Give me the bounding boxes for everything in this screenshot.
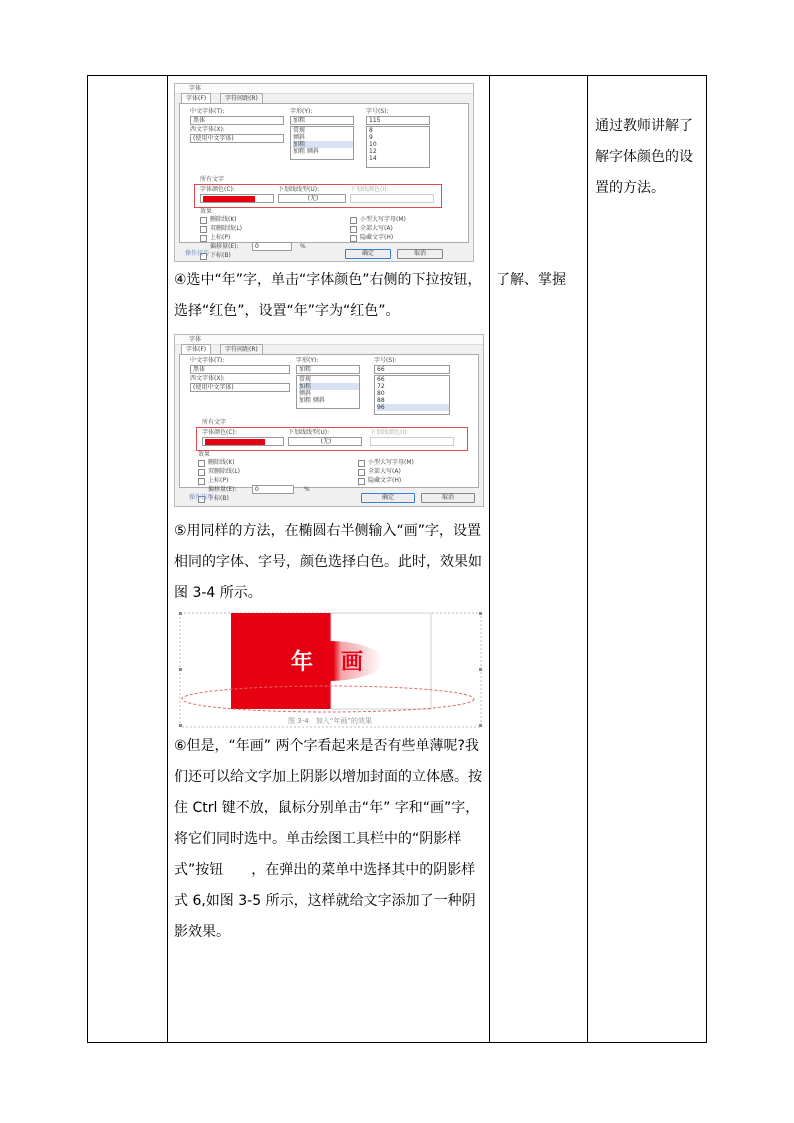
tab-spacing: 字符间距(R) bbox=[220, 93, 263, 104]
subscript-label: 下标(B) bbox=[210, 252, 231, 259]
list-item: 加粗 bbox=[299, 383, 359, 390]
method-text: 通过教师讲解了解字体颜色的设置的方法。 bbox=[595, 118, 693, 196]
size-label: 字号(S): bbox=[366, 108, 389, 115]
size-list bbox=[366, 126, 430, 168]
cn-font-label: 中文字体(T): bbox=[190, 357, 225, 364]
double-strike-checkbox bbox=[200, 226, 207, 233]
hidden-label: 隐藏文字(H) bbox=[360, 234, 394, 241]
cancel-button: 取消 bbox=[421, 493, 475, 503]
char-nian: 年 bbox=[290, 650, 314, 675]
list-item: 8 bbox=[369, 127, 373, 134]
west-font-label: 西文字体(X): bbox=[190, 375, 225, 382]
font-color-label: 字体颜色(C): bbox=[200, 186, 235, 193]
offset-field: 0 bbox=[252, 242, 292, 251]
west-font-label: 西文字体(X): bbox=[190, 126, 225, 133]
figure-3-4 bbox=[178, 611, 483, 729]
strike-checkbox bbox=[200, 217, 207, 224]
font-dialog-screenshot-1 bbox=[174, 83, 474, 262]
list-item: 10 bbox=[369, 141, 377, 148]
figure-caption: 图 3-4 加入“年画”的效果 bbox=[288, 717, 372, 725]
superscript-checkbox bbox=[200, 235, 207, 242]
all-caps-label: 全部大写(A) bbox=[360, 225, 393, 232]
tips-link: 操作技巧 bbox=[189, 494, 214, 501]
ok-button: 确定 bbox=[345, 249, 391, 259]
superscript-checkbox bbox=[198, 478, 205, 485]
center-ellipse bbox=[273, 641, 383, 681]
small-caps-checkbox bbox=[358, 460, 365, 467]
west-font-field: (使用中文字体) bbox=[190, 383, 290, 392]
size-field: 66 bbox=[374, 365, 450, 374]
double-strike-label: 双删除线(L) bbox=[210, 225, 243, 232]
style-list bbox=[290, 126, 354, 160]
superscript-label: 上标(P) bbox=[208, 477, 229, 484]
hidden-checkbox bbox=[358, 478, 365, 485]
percent-label: % bbox=[304, 486, 310, 493]
list-item: 72 bbox=[377, 383, 385, 390]
tab-font: 字体(F) bbox=[181, 93, 211, 104]
subscript-label: 下标(B) bbox=[208, 495, 229, 502]
list-item: 加粗 倾斜 bbox=[293, 148, 319, 155]
style-label: 字形(Y): bbox=[296, 357, 319, 364]
strike-checkbox bbox=[198, 460, 205, 467]
list-item: 66 bbox=[377, 376, 385, 383]
all-text-label: 所有文字 bbox=[200, 176, 225, 183]
step5-paragraph: ⑤用同样的方法，在椭圆右半侧输入“画”字，设置相同的字体、字号，颜色选择白色。此时，效果如图 3-4 所示。 bbox=[174, 523, 482, 601]
cell-col1 bbox=[88, 76, 167, 1042]
superscript-label: 上标(P) bbox=[210, 234, 231, 241]
tips-link: 操作技巧 bbox=[185, 250, 210, 257]
dialog-title: 字体 bbox=[189, 85, 202, 92]
all-text-label: 所有文字 bbox=[202, 419, 227, 426]
west-font-field: (使用中文字体) bbox=[190, 134, 284, 143]
all-caps-label: 全部大写(A) bbox=[368, 468, 401, 475]
ok-button: 确定 bbox=[361, 493, 415, 503]
list-item: 常规 bbox=[299, 376, 312, 383]
strike-label: 删除线(K) bbox=[210, 216, 237, 223]
offset-field: 0 bbox=[252, 485, 294, 494]
char-hua: 画 bbox=[340, 650, 364, 675]
red-color-swatch bbox=[205, 439, 265, 445]
lesson-table bbox=[87, 75, 707, 1043]
cn-font-field: 黑体 bbox=[190, 116, 284, 125]
underline-field: (无) bbox=[278, 194, 346, 203]
step4-paragraph: ④选中“年”字，单击“字体颜色”右侧的下拉按钮，选择“红色”，设置“年”字为“红色”。 bbox=[174, 272, 482, 319]
list-item: 14 bbox=[369, 155, 377, 162]
effects-label: 效果 bbox=[198, 451, 211, 458]
style-field: 加粗 bbox=[296, 365, 360, 374]
percent-label: % bbox=[300, 243, 306, 250]
font-color-label: 字体颜色(C): bbox=[202, 429, 237, 436]
list-item: 80 bbox=[377, 390, 385, 397]
cell-col4 bbox=[588, 76, 706, 1042]
style-list bbox=[296, 375, 360, 409]
underline-label: 下划线线型(U): bbox=[278, 186, 320, 193]
underline-color-field bbox=[350, 194, 434, 203]
double-strike-checkbox bbox=[198, 469, 205, 476]
small-caps-label: 小型大写字母(M) bbox=[368, 459, 414, 466]
underline-color-label: 下划线颜色(I): bbox=[370, 429, 409, 436]
hidden-checkbox bbox=[350, 235, 357, 242]
figure-3-4-drawing bbox=[178, 611, 483, 729]
effects-label: 效果 bbox=[200, 208, 213, 215]
list-item: 加粗 倾斜 bbox=[299, 397, 325, 404]
underline-color-field bbox=[370, 437, 454, 446]
list-item: 12 bbox=[369, 148, 377, 155]
small-caps-checkbox bbox=[350, 217, 357, 224]
style-field: 加粗 bbox=[290, 116, 354, 125]
hidden-label: 隐藏文字(H) bbox=[368, 477, 402, 484]
list-item: 倾斜 bbox=[293, 134, 306, 141]
strike-label: 删除线(K) bbox=[208, 459, 235, 466]
underline-color-label: 下划线颜色(I): bbox=[350, 186, 389, 193]
underline-field: (无) bbox=[288, 437, 362, 446]
font-dialog-screenshot-2 bbox=[174, 334, 484, 507]
list-item: 加粗 bbox=[293, 141, 353, 148]
list-item: 96 bbox=[377, 404, 449, 411]
objective-text: 了解、掌握 bbox=[496, 272, 566, 288]
list-item: 常规 bbox=[293, 127, 306, 134]
cell-col2 bbox=[168, 76, 489, 1042]
tab-spacing: 字符间距(R) bbox=[220, 344, 263, 355]
cell-col3 bbox=[490, 76, 587, 1042]
all-caps-checkbox bbox=[358, 469, 365, 476]
small-caps-label: 小型大写字母(M) bbox=[360, 216, 406, 223]
size-field: 115 bbox=[366, 116, 430, 125]
cn-font-field: 黑体 bbox=[190, 365, 290, 374]
cn-font-label: 中文字体(T): bbox=[190, 108, 225, 115]
list-item: 88 bbox=[377, 397, 385, 404]
list-item: 9 bbox=[369, 134, 373, 141]
underline-label: 下划线线型(U): bbox=[288, 429, 330, 436]
size-label: 字号(S): bbox=[374, 357, 397, 364]
dialog-title: 字体 bbox=[189, 336, 202, 343]
size-list bbox=[374, 375, 450, 415]
offset-label: 偏移量(E): bbox=[210, 243, 239, 250]
step6-paragraph: ⑥但是，“年画” 两个字看起来是否有些单薄呢?我们还可以给文字加上阴影以增加封面的立体感。按住 Ctrl 键不放，鼠标分别单击“年” 字和“画”字，将它们同时选中。单击绘图工具栏中的“阴影样式”按钮 ，在弹出的菜单中选择其中的阴影样式 6,如图 3-5 所示，这样就给文字添加了一种阴影效果。 bbox=[174, 738, 482, 940]
double-strike-label: 双删除线(L) bbox=[208, 468, 241, 475]
all-caps-checkbox bbox=[350, 226, 357, 233]
offset-label: 偏移量(E): bbox=[208, 486, 237, 493]
tab-font: 字体(F) bbox=[181, 344, 211, 355]
style-label: 字形(Y): bbox=[290, 108, 313, 115]
red-color-swatch bbox=[203, 196, 255, 202]
list-item: 倾斜 bbox=[299, 390, 312, 397]
cancel-button: 取消 bbox=[397, 249, 443, 259]
